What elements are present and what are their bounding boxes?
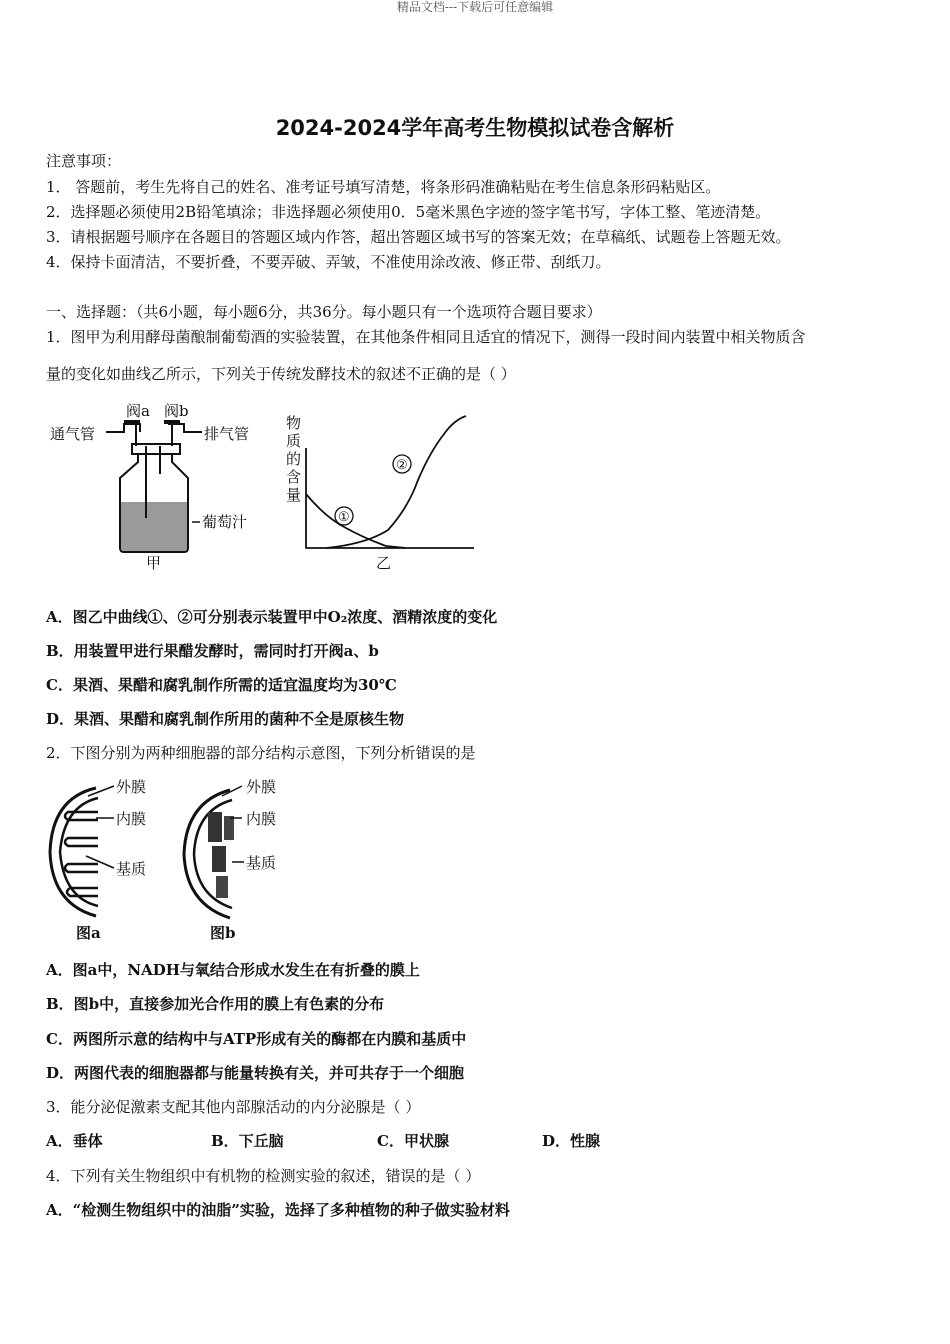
q1-option-d: D．果酒、果醋和腐乳制作所用的菌种不全是原核生物: [46, 710, 405, 728]
q3-option-c: C．甲状腺: [377, 1132, 449, 1150]
notice-item: 4．保持卡面清洁，不要折叠，不要弄破、弄皱，不准使用涂改液、修正带、刮纸刀。: [46, 253, 611, 271]
q2-option-a: A．图a中，NADH与氧结合形成水发生在有折叠的膜上: [46, 961, 420, 979]
notice-item: 3．请根据题号顺序在各题目的答题区域内作答，超出答题区域书写的答案无效；在草稿纸、试题卷上答题无效。: [46, 228, 791, 246]
q3-stem: 3．能分泌促激素支配其他内部腺活动的内分泌腺是（ ）: [46, 1098, 421, 1116]
fig-a-matrix-label: 基质: [116, 860, 147, 878]
q2-option-c: C．两图所示意的结构中与ATP形成有关的酶都在内膜和基质中: [46, 1030, 467, 1048]
fig-b-outer-label: 外膜: [246, 778, 277, 796]
q4-option-a: A．“检测生物组织中的油脂”实验，选择了多种植物的种子做实验材料: [46, 1201, 510, 1219]
q2-option-d: D．两图代表的细胞器都与能量转换有关，并可共存于一个细胞: [46, 1064, 465, 1082]
fig-a-outer-label: 外膜: [116, 778, 147, 796]
fig-a-inner-label: 内膜: [116, 810, 147, 828]
q2-figure: [46, 772, 296, 944]
q2-stem: 2．下图分别为两种细胞器的部分结构示意图，下列分析错误的是: [46, 744, 476, 762]
section-heading: 一、选择题：（共6小题，每小题6分，共36分。每小题只有一个选项符合题目要求）: [46, 303, 602, 321]
q3-option-b: B．下丘脑: [211, 1132, 284, 1150]
valve-a-label: 阀a: [126, 402, 150, 420]
ylabel-char: 物: [286, 414, 302, 432]
fig-b-inner-label: 内膜: [246, 810, 277, 828]
q1-figure: [46, 398, 486, 578]
q1-stem-line1: 1．图甲为利用酵母菌酿制葡萄酒的实验装置，在其他条件相同且适宜的情况下，测得一段时间内装置中相关物质含: [46, 328, 806, 346]
fig-a-caption: 图a: [76, 924, 101, 942]
ylabel-char: 量: [286, 486, 302, 504]
fig-b-caption: 图b: [210, 924, 236, 942]
q2-option-b: B．图b中，直接参加光合作用的膜上有色素的分布: [46, 995, 385, 1013]
outlet-label: 排气管: [204, 425, 250, 443]
fig-b-matrix-label: 基质: [246, 854, 277, 872]
q1-stem-line2: 量的变化如曲线乙所示，下列关于传统发酵技术的叙述不正确的是（ ）: [46, 365, 516, 383]
notice-item: 2．选择题必须使用2B铅笔填涂；非选择题必须使用0．5毫米黑色字迹的签字笔书写，字体工整、笔迹清楚。: [46, 203, 771, 221]
fermentation-diagram: [46, 398, 486, 578]
inlet-label: 通气管: [50, 425, 96, 443]
notice-item: 1． 答题前，考生先将自己的姓名、准考证号填写清楚，将条形码准确粘贴在考生信息条形码粘贴区。: [46, 178, 721, 196]
curve-1: [306, 494, 406, 548]
q1-option-c: C．果酒、果醋和腐乳制作所需的适宜温度均为30℃: [46, 676, 397, 694]
ylabel-char: 含: [286, 468, 302, 486]
caption-yi: 乙: [376, 554, 392, 572]
q1-option-a: A．图乙中曲线①、②可分别表示装置甲中O₂浓度、酒精浓度的变化: [46, 608, 498, 626]
q3-option-d: D．性腺: [542, 1132, 601, 1150]
q1-option-b: B．用装置甲进行果醋发酵时，需同时打开阀a、b: [46, 642, 379, 660]
graph-axes: [306, 448, 474, 548]
caption-jia: 甲: [146, 554, 162, 572]
page-header: 精品文档---下载后可任意编辑: [396, 0, 554, 14]
juice-label: 葡萄汁: [202, 513, 248, 531]
curve-2-label: ②: [396, 458, 408, 473]
curve-1-label: ①: [338, 510, 350, 525]
notice-heading: 注意事项：: [46, 152, 122, 170]
organelle-diagrams: [46, 772, 296, 944]
q4-stem: 4．下列有关生物组织中有机物的检测实验的叙述，错误的是（ ）: [46, 1167, 481, 1185]
valve-b-label: 阀b: [164, 402, 189, 420]
page-title: 2024-2024学年高考生物模拟试卷含解析: [275, 116, 675, 140]
ylabel-char: 质: [286, 432, 302, 450]
q3-option-a: A．垂体: [46, 1132, 103, 1150]
ylabel-char: 的: [286, 450, 302, 468]
